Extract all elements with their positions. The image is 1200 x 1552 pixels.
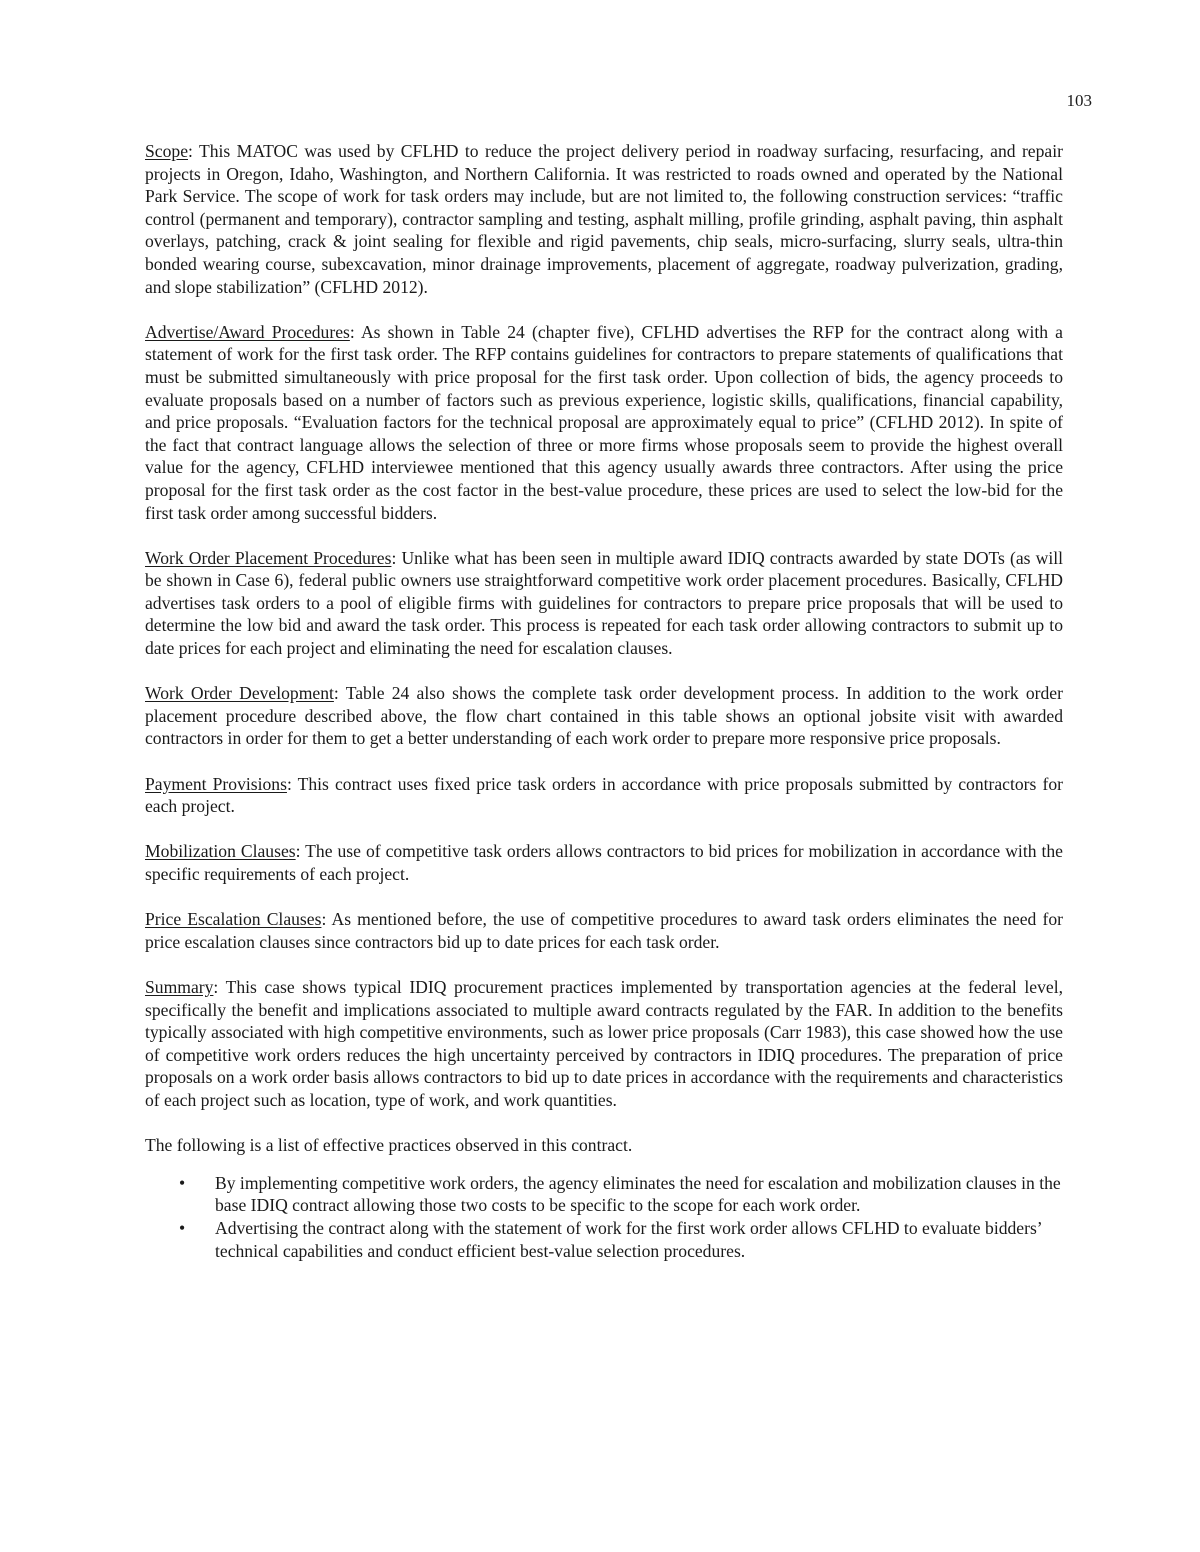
section-heading: Work Order Development	[145, 683, 334, 704]
section-heading: Price Escalation Clauses	[145, 909, 322, 930]
section-body: This MATOC was used by CFLHD to reduce the project delivery period in roadway surfacing, resurfacing, and repair projects in Oregon, Idaho, Washington, and Northern California. It was restricted to roads owned and operated by the National Park Service. The scope of work for task orders may include, but are not limited to, the following construction services: “traffic control (permanent and temporary), contractor sampling and testing, asphalt milling, profile grinding, asphalt paving, thin asphalt overlays, patching, crack & joint sealing for flexible and rigid pavements, chip seals, micro-surfacing, slurry seals, ultra-thin bonded wearing course, subexcavation, minor drainage improvements, placement of aggregate, roadway pulverization, grading, and slope stabilization” (CFLHD 2012).	[145, 141, 1063, 297]
section-body: Unlike what has been seen in multiple award IDIQ contracts awarded by state DOTs (as will be shown in Case 6), federal public owners use straightforward competitive work order placement procedures. Basically, CFLHD advertises task orders to a pool of eligible firms with guidelines for contractors to prepare price proposals that will be used to determine the low bid and award the task order. This process is repeated for each task order allowing contractors to submit up to date prices for each project and eliminating the need for escalation clauses.	[145, 547, 1063, 659]
section-scope	[145, 140, 1063, 298]
document-body	[145, 140, 1063, 1262]
heading-separator: :	[213, 976, 219, 997]
bullet-icon: •	[179, 1217, 186, 1238]
section-mobilization-clauses	[145, 840, 1063, 885]
heading-separator: :	[391, 547, 397, 568]
practices-intro: The following is a list of effective practices observed in this contract.	[145, 1135, 633, 1156]
heading-separator: :	[349, 321, 355, 342]
section-body: As mentioned before, the use of competitive procedures to award task orders eliminates the need for price escalation clauses since contractors bid up to date prices for each task order.	[145, 909, 1063, 952]
section-work-order-development	[145, 682, 1063, 750]
section-work-order-placement-procedures	[145, 547, 1063, 660]
section-body: This case shows typical IDIQ procurement practices implemented by transportation agencies at the federal level, specifically the benefit and implications associated to multiple award contracts regulated by the FAR. In addition to the benefits typically associated with high competitive environments, such as lower price proposals (Carr 1983), this case showed how the use of competitive work orders reduces the high uncertainty perceived by contractors in IDIQ procedures. The preparation of price proposals on a work order basis allows contractors to bid up to date prices in accordance with the requirements and characteristics of each project such as location, type of work, and work quantities.	[145, 976, 1063, 1110]
section-price-escalation-clauses	[145, 908, 1063, 953]
heading-separator: :	[321, 909, 327, 930]
section-heading: Work Order Placement Procedures	[145, 547, 392, 568]
heading-separator: :	[286, 773, 292, 794]
section-summary	[145, 976, 1063, 1112]
section-heading: Payment Provisions	[145, 773, 287, 794]
section-body: Table 24 also shows the complete task order development process. In addition to the work order placement procedure described above, the flow chart contained in this table shows an optional jobsite visit with awarded contractors in order for them to get a better understanding of each work order to prepare more responsive price proposals.	[145, 683, 1063, 749]
list-item-text: Advertising the contract along with the statement of work for the first work order allows CFLHD to evaluate bidders’ technical capabilities and conduct efficient best-value selection procedures.	[215, 1217, 1042, 1261]
bullet-icon: •	[179, 1172, 186, 1193]
list-item	[145, 1217, 1063, 1262]
section-advertise-award-procedures	[145, 321, 1063, 524]
section-heading: Advertise/Award Procedures	[145, 321, 350, 342]
section-heading: Mobilization Clauses	[145, 841, 296, 862]
section-body: This contract uses fixed price task orders in accordance with price proposals submitted by contractors for each project.	[145, 773, 1063, 817]
page-number: 103	[1066, 91, 1092, 110]
heading-separator: :	[295, 841, 301, 862]
effective-practices-list	[145, 1172, 1063, 1262]
section-body: As shown in Table 24 (chapter five), CFLHD advertises the RFP for the contract along with a statement of work for the first task order. The RFP contains guidelines for contractors to prepare statements of qualifications that must be submitted simultaneously with price proposal for the first task order. Upon collection of bids, the agency proceeds to evaluate proposals based on a number of factors such as previous experience, logistic skills, qualifications, financial capability, and price proposals. “Evaluation factors for the technical proposal are approximately equal to price” (CFLHD 2012). In spite of the fact that contract language allows the selection of three or more firms whose proposals seem to provide the highest overall value for the agency, CFLHD interviewee mentioned that this agency usually awards three contractors. After using the price proposal for the first task order as the cost factor in the best-value procedure, these prices are used to select the low-bid for the first task order among successful bidders.	[145, 321, 1063, 523]
section-payment-provisions	[145, 773, 1063, 818]
section-heading: Summary	[145, 976, 214, 997]
section-heading: Scope	[145, 141, 188, 161]
list-item	[145, 1172, 1063, 1217]
section-body: The use of competitive task orders allows contractors to bid prices for mobilization in accordance with the specific requirements of each project.	[145, 841, 1063, 884]
list-item-text: By implementing competitive work orders, the agency eliminates the need for escalation and mobilization clauses in the base IDIQ contract allowing those two costs to be specific to the scope for each work order.	[215, 1172, 1061, 1216]
heading-separator: :	[333, 683, 339, 704]
heading-separator: :	[188, 141, 193, 161]
